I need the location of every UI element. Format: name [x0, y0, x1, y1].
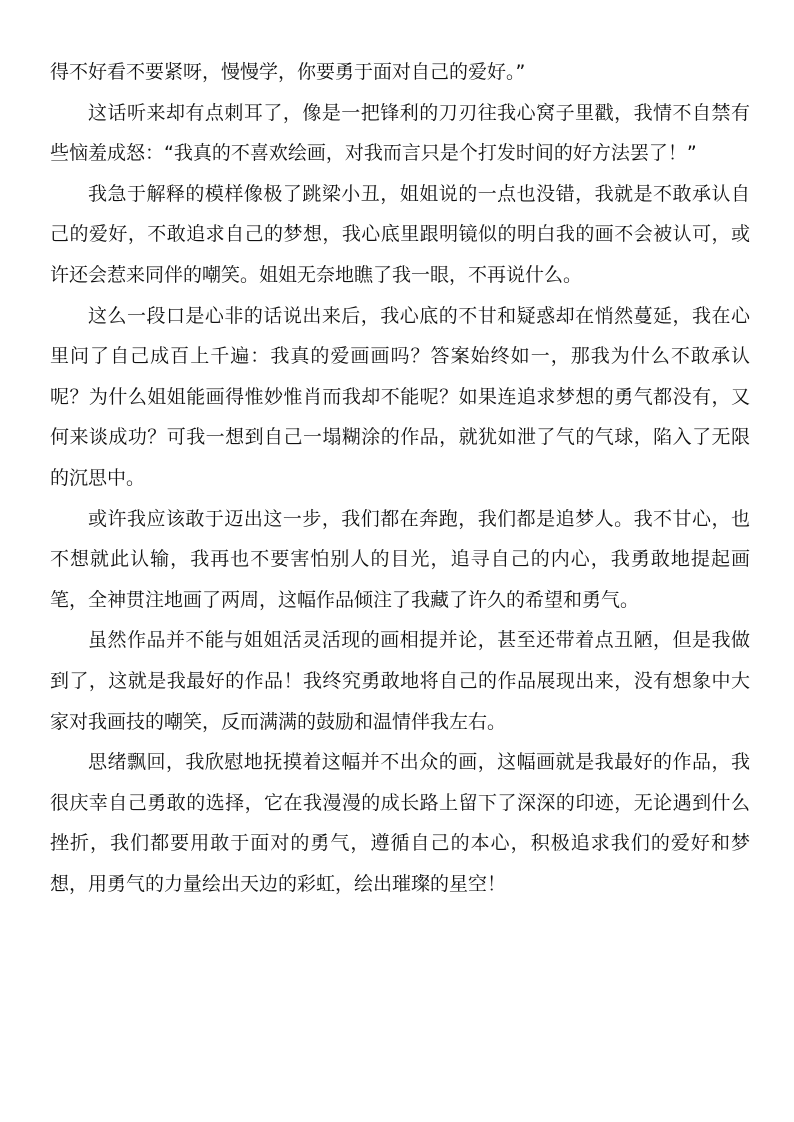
document-body [50, 52, 750, 904]
paragraph-7: 思绪飘回，我欣慰地抚摸着这幅并不出众的画，这幅画就是我最好的作品，我很庆幸自己勇敢的选择，它在我漫漫的成长路上留下了深深的印迹，无论遇到什么挫折，我们都要用敢于面对的勇气，遵循自己的本心，积极追求我们的爱好和梦想，用勇气的力量绘出天边的彩虹，绘出璀璨的星空！ [50, 751, 750, 895]
paragraph-3: 我急于解释的模样像极了跳梁小丑，姐姐说的一点也没错，我就是不敢承认自己的爱好，不敢追求自己的梦想，我心底里跟明镜似的明白我的画不会被认可，或许还会惹来同伴的嘲笑。姐姐无奈地瞧了我一眼，不再说什么。 [50, 182, 750, 286]
paragraph-2: 这话听来却有点刺耳了，像是一把锋利的刀刃往我心窝子里戳，我情不自禁有些恼羞成怒：“我真的不喜欢绘画，对我而言只是个打发时间的好方法罢了！” [50, 101, 750, 165]
paragraph-5: 或许我应该敢于迈出这一步，我们都在奔跑，我们都是追梦人。我不甘心，也不想就此认输，我再也不要害怕别人的目光，追寻自己的内心，我勇敢地提起画笔，全神贯注地画了两周，这幅作品倾注了我藏了许久的希望和勇气。 [50, 507, 750, 611]
paragraph-1: 得不好看不要紧呀，慢慢学，你要勇于面对自己的爱好。” [50, 61, 526, 83]
paragraph-6: 虽然作品并不能与姐姐活灵活现的画相提并论，甚至还带着点丑陋，但是我做到了，这就是我最好的作品！我终究勇敢地将自己的作品展现出来，没有想象中大家对我画技的嘲笑，反而满满的鼓励和温情伴我左右。 [50, 629, 750, 733]
paragraph-4: 这么一段口是心非的话说出来后，我心底的不甘和疑惑却在悄然蔓延，我在心里问了自己成百上千遍：我真的爱画画吗？答案始终如一，那我为什么不敢承认呢？为什么姐姐能画得惟妙惟肖而我却不能呢？如果连追求梦想的勇气都没有，又何来谈成功？可我一想到自己一塌糊涂的作品，就犹如泄了气的气球，陷入了无限的沉思中。 [50, 304, 750, 489]
